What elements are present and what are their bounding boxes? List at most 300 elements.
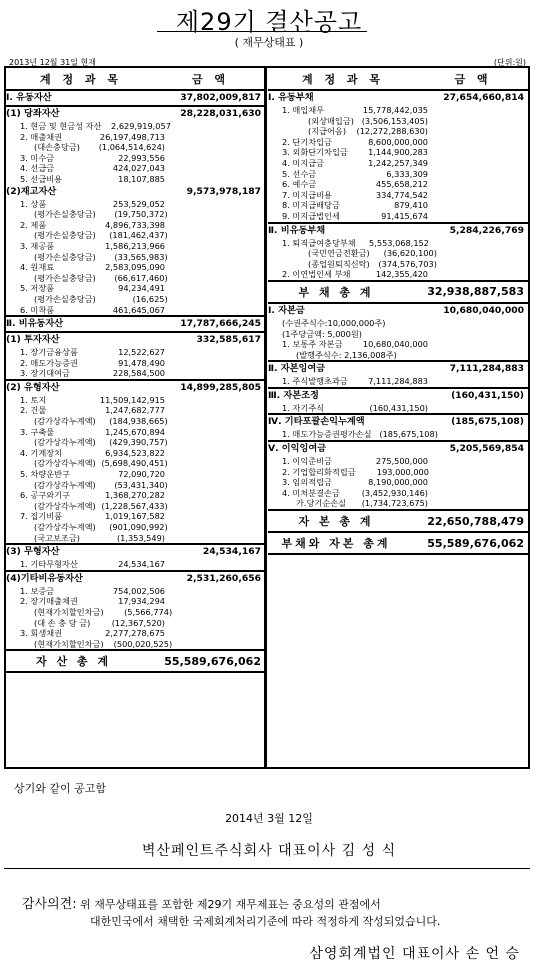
account-name: (국민연금전환금) xyxy=(308,248,370,259)
account-sub-amount: (5,698,490,451) xyxy=(101,458,168,469)
account-row xyxy=(6,262,265,273)
account-name: 가.당기순손실 xyxy=(296,498,347,509)
account-sub-amount: (901,090,992) xyxy=(109,522,168,532)
account-total-amount xyxy=(428,200,528,211)
account-name: 2. 이연법인세 부채 xyxy=(282,269,351,280)
account-name: (감가상각누계액) xyxy=(34,479,96,490)
account-name: 3. 구축물 xyxy=(20,426,55,437)
account-row xyxy=(6,458,265,469)
account-section xyxy=(268,304,528,362)
account-total-amount xyxy=(432,329,528,340)
account-row xyxy=(268,116,528,127)
account-row xyxy=(268,350,528,361)
account-row xyxy=(6,533,265,544)
account-name: (평가손실충당금) xyxy=(34,230,96,241)
account-sub-amount: (1,353,549) xyxy=(116,532,165,543)
account-row xyxy=(6,368,265,379)
account-sub-amount: (181,462,437) xyxy=(109,230,168,241)
account-sub-amount: 1,242,257,349 xyxy=(368,157,428,168)
account-sub-amount: 334,774,542 xyxy=(375,189,428,200)
account-row xyxy=(6,358,265,369)
account-total-amount: (160,431,150) xyxy=(451,389,524,401)
account-sub-amount: (33,565,983) xyxy=(114,251,168,262)
account-total-amount xyxy=(165,241,265,252)
account-name: 1. 이익준비금 xyxy=(282,456,332,467)
account-name: (현재가치할인차금) xyxy=(34,638,104,649)
account-sub-amount: 1,368,270,282 xyxy=(105,490,165,501)
account-sub-amount: 4,896,733,398 xyxy=(105,219,165,230)
equity-total-row xyxy=(268,511,528,533)
account-total-amount: 7,111,284,883 xyxy=(449,363,524,375)
account-sub-amount: 17,934,294 xyxy=(118,596,165,607)
account-name: (1) 당좌자산 xyxy=(6,108,60,119)
account-row xyxy=(6,490,265,501)
liabilities-equity-total-row xyxy=(268,533,528,555)
document-title: 제29기 결산공고 xyxy=(175,8,363,36)
account-sub-amount: 5,553,068,152 xyxy=(369,237,429,248)
account-total-amount xyxy=(429,467,528,478)
section-heading-row xyxy=(268,362,528,376)
account-row xyxy=(6,241,265,252)
account-row xyxy=(268,477,528,488)
account-total-amount xyxy=(168,480,265,491)
account-total-amount xyxy=(428,190,528,201)
account-total-amount: 5,284,226,769 xyxy=(449,224,524,236)
account-name: 1. 주식발행초과금 xyxy=(282,376,348,387)
account-row xyxy=(6,174,265,185)
account-row xyxy=(6,252,265,263)
account-sub-amount: 15,778,442,035 xyxy=(362,105,428,115)
account-sub-amount: (374,576,703) xyxy=(378,258,437,269)
section-heading-row xyxy=(6,317,265,331)
account-sub-amount xyxy=(362,329,433,340)
section-heading-row xyxy=(268,304,528,318)
assets-total-amount: 55,589,676,062 xyxy=(164,654,261,668)
account-row xyxy=(268,169,528,180)
account-total-amount: 37,802,009,817 xyxy=(180,92,261,103)
account-section xyxy=(6,381,265,545)
account-total-amount xyxy=(165,174,265,185)
account-row xyxy=(268,498,528,509)
account-sub-amount xyxy=(91,185,165,199)
account-total-amount xyxy=(428,158,528,169)
account-total-amount: (185,675,108) xyxy=(451,416,524,428)
account-sub-amount xyxy=(91,381,165,395)
account-row xyxy=(6,586,265,597)
account-row xyxy=(268,137,528,148)
company-signature: 벽산페인트주식회사 대표이사 김 성 식 xyxy=(141,843,397,859)
account-name: 5. 선급비용 xyxy=(20,173,63,184)
account-row xyxy=(268,339,528,350)
account-section xyxy=(6,545,265,572)
account-total-amount: 24,534,167 xyxy=(202,546,261,558)
account-sub-amount: 10,680,040,000 xyxy=(362,339,428,350)
account-sub-amount: (16,625) xyxy=(132,293,168,304)
footer-divider xyxy=(4,868,530,869)
audit-opinion-line1 xyxy=(22,893,381,912)
account-sub-amount: (36,620,100) xyxy=(383,248,437,259)
account-sub-amount: (1,228,567,433) xyxy=(101,500,168,511)
account-sub-amount: (53,431,340) xyxy=(114,479,168,490)
account-name: (평가손실충당금) xyxy=(34,209,96,220)
account-row xyxy=(6,639,265,650)
account-name: 1. 퇴직급여충당부채 xyxy=(282,237,356,248)
equity-total-label: 자 본 총 계 xyxy=(298,515,374,529)
audit-opinion-line2: 대한민국에서 채택한 국제회계처리기준에 따라 적정하게 작성되었습니다. xyxy=(90,915,441,928)
account-total-amount xyxy=(437,259,528,270)
account-sub-amount xyxy=(91,572,165,586)
account-sub-amount xyxy=(397,350,452,361)
account-row xyxy=(6,132,265,143)
account-name: 8. 미지급배당금 xyxy=(282,200,340,211)
account-row xyxy=(6,142,265,153)
section-heading-row xyxy=(6,545,265,559)
account-section xyxy=(6,107,265,317)
notice-date: 2014년 3월 12일 xyxy=(225,812,313,825)
account-row xyxy=(6,395,265,406)
account-sub-amount: (1,064,514,624) xyxy=(98,142,165,153)
account-sub-amount xyxy=(91,333,165,347)
account-row xyxy=(268,403,528,414)
account-total-amount xyxy=(165,358,265,369)
account-name: 7. 미지급비용 xyxy=(282,189,332,200)
assets-total-row xyxy=(6,651,265,673)
liabilities-total-amount: 32,938,887,583 xyxy=(427,285,524,299)
account-name: 9. 미지급법인세 xyxy=(282,210,340,221)
account-total-amount xyxy=(165,427,265,438)
account-name: 4. 미지급금 xyxy=(282,157,325,168)
account-sub-amount: 6,934,523,822 xyxy=(105,447,165,458)
equity-total-amount: 22,650,788,479 xyxy=(427,514,524,528)
account-total-amount: 27,654,660,814 xyxy=(443,92,524,103)
account-sub-amount xyxy=(365,415,434,429)
account-name: 2. 장기매출채권 xyxy=(20,596,78,607)
account-name: 2. 제품 xyxy=(20,219,47,230)
account-total-amount xyxy=(428,403,528,414)
account-sub-amount: 26,197,498,713 xyxy=(99,131,165,142)
account-sub-amount: 1,586,213,966 xyxy=(105,240,165,251)
account-name: 4. 선급금 xyxy=(20,163,55,174)
account-name: 6. 미착품 xyxy=(20,304,55,315)
account-total-amount: 10,680,040,000 xyxy=(443,304,524,316)
account-row xyxy=(268,248,528,259)
account-row xyxy=(6,628,265,639)
account-total-amount xyxy=(165,628,265,639)
account-sub-amount: (500,020,525) xyxy=(113,638,173,649)
account-name: (감가상각누계액) xyxy=(34,522,96,532)
account-total-amount: 332,585,617 xyxy=(196,334,261,346)
account-sub-amount xyxy=(354,389,428,403)
account-sub-amount: 1,245,670,894 xyxy=(105,426,165,437)
account-row xyxy=(268,259,528,270)
account-row xyxy=(6,480,265,491)
account-total-amount xyxy=(428,179,528,190)
account-sub-amount: 91,478,490 xyxy=(118,357,165,368)
liabilities-equity-column xyxy=(268,68,528,555)
account-row xyxy=(6,522,265,533)
account-name: 6. 예수금 xyxy=(282,179,317,190)
account-total-amount xyxy=(165,469,265,480)
account-row xyxy=(6,347,265,358)
account-row xyxy=(6,163,265,174)
account-name: (국고보조금) xyxy=(34,532,80,543)
account-sub-amount: 1,144,900,283 xyxy=(368,147,428,158)
account-name: (대손충당금) xyxy=(34,142,80,153)
account-section xyxy=(268,442,528,511)
account-sub-amount xyxy=(91,545,165,559)
account-total-amount xyxy=(165,586,265,597)
account-name: 3. 미수금 xyxy=(20,152,55,163)
account-row xyxy=(268,488,528,499)
account-sub-amount: 2,277,278,675 xyxy=(105,628,165,639)
account-name: (수권주식수:10,000,000주) xyxy=(282,317,386,328)
account-name: 2. 매도가능증권 xyxy=(20,357,78,368)
account-total-amount xyxy=(165,305,265,316)
account-section xyxy=(268,91,528,224)
account-total-amount xyxy=(168,437,265,448)
section-heading-row xyxy=(268,442,528,456)
account-sub-amount: (3,452,930,146) xyxy=(361,487,428,498)
account-row xyxy=(6,199,265,210)
account-row xyxy=(268,467,528,478)
account-total-amount xyxy=(428,477,528,488)
account-name: 1. 상품 xyxy=(20,198,47,209)
account-row xyxy=(6,294,265,305)
account-row xyxy=(268,179,528,190)
account-total-amount xyxy=(172,607,265,618)
account-total-amount xyxy=(437,248,528,259)
section-heading-row xyxy=(268,224,528,238)
account-sub-amount: 94,234,491 xyxy=(118,283,165,294)
account-total-amount xyxy=(165,490,265,501)
account-name: Ⅱ. 자본잉여금 xyxy=(268,363,326,375)
account-name: Ⅰ. 유동부채 xyxy=(268,92,314,103)
account-sub-amount: 142,355,420 xyxy=(375,269,428,280)
header-account: 계 정 과 목 xyxy=(40,72,122,86)
account-row xyxy=(6,469,265,480)
account-name: 1. 기타무형자산 xyxy=(20,559,78,570)
account-total-amount xyxy=(165,163,265,174)
account-name: 3. 재공품 xyxy=(20,240,55,251)
account-name: (평가손실충당금) xyxy=(34,251,96,262)
assets-total-label: 자 산 총 계 xyxy=(36,655,111,669)
account-sub-amount: 2,583,095,090 xyxy=(105,262,165,273)
account-name: 1. 보통주 자본금 xyxy=(282,339,343,350)
account-total-amount xyxy=(428,211,528,222)
header-amount: 금 액 xyxy=(191,72,230,86)
account-sub-amount: 7,111,284,883 xyxy=(368,376,428,387)
account-total-amount xyxy=(165,142,265,153)
account-total-amount xyxy=(428,105,528,116)
section-heading-row xyxy=(268,91,528,105)
account-total-amount xyxy=(446,318,528,329)
account-name: Ⅱ. 비유동부채 xyxy=(268,224,326,236)
account-name: (감가상각누계액) xyxy=(34,500,96,511)
account-name: (외상매입금) xyxy=(308,115,354,126)
account-name: 7. 집기비품 xyxy=(20,511,63,522)
account-total-amount xyxy=(452,350,528,361)
account-name: 6. 공구와기구 xyxy=(20,490,70,501)
account-name: (종업원퇴직신탁) xyxy=(308,258,370,269)
account-name: (감가상각누계액) xyxy=(34,416,96,427)
account-name: (감가상각누계액) xyxy=(34,458,96,469)
account-total-amount xyxy=(165,132,265,143)
account-total-amount: 5,205,569,854 xyxy=(449,443,524,455)
account-sub-amount: (12,272,288,630) xyxy=(356,126,428,137)
account-name: Ⅴ. 이익잉여금 xyxy=(268,443,327,455)
account-name: 2. 기업합리화적립금 xyxy=(282,466,356,477)
account-section xyxy=(268,415,528,442)
account-total-amount xyxy=(428,116,528,127)
account-name: 3. 장기대여금 xyxy=(20,368,70,379)
account-sub-amount: 72,090,720 xyxy=(118,469,165,480)
account-total-amount xyxy=(428,498,528,509)
account-sub-amount: 11,509,142,915 xyxy=(99,394,165,405)
header-amount: 금 액 xyxy=(454,72,492,86)
account-name: Ⅲ. 자본조정 xyxy=(268,389,319,401)
account-name: 2. 단기차입금 xyxy=(282,136,332,147)
account-sub-amount: (160,431,150) xyxy=(369,402,428,413)
account-row xyxy=(6,405,265,416)
account-total-amount xyxy=(165,153,265,164)
account-row xyxy=(6,437,265,448)
account-total-amount xyxy=(428,339,528,350)
account-row xyxy=(268,158,528,169)
account-name: 1. 토지 xyxy=(20,394,47,405)
account-name: 3. 외화단기차입금 xyxy=(282,147,348,158)
account-sub-amount xyxy=(354,224,428,238)
account-row xyxy=(6,121,265,132)
liabilities-equity-total-amount: 55,589,676,062 xyxy=(427,536,524,550)
account-name: (평가손실충당금) xyxy=(34,293,96,304)
account-row xyxy=(6,559,265,570)
account-total-amount xyxy=(168,209,265,220)
account-total-amount xyxy=(168,501,265,512)
account-total-amount xyxy=(165,596,265,607)
account-sub-amount: 253,529,052 xyxy=(112,198,165,209)
account-total-amount: 14,899,285,805 xyxy=(180,381,261,393)
account-total-amount xyxy=(429,238,528,249)
account-sub-amount: 424,027,043 xyxy=(112,163,165,174)
account-name: Ⅰ. 유동자산 xyxy=(6,92,52,103)
account-sub-amount: 24,534,167 xyxy=(118,559,165,570)
account-section xyxy=(6,333,265,381)
account-row xyxy=(268,318,528,329)
account-name: 4. 기계장치 xyxy=(20,447,63,458)
account-row xyxy=(6,511,265,522)
assets-column xyxy=(6,68,265,673)
audit-label: 감사의견: xyxy=(22,897,77,912)
account-total-amount xyxy=(172,639,265,650)
account-row xyxy=(6,501,265,512)
account-total-amount xyxy=(165,347,265,358)
account-name: (대 손 충 당 금) xyxy=(34,617,91,628)
account-name: 1. 매입채무 xyxy=(282,105,325,115)
account-name: 1. 매도가능증권평가손실 xyxy=(282,429,372,440)
account-sub-amount: 8,600,000,000 xyxy=(368,136,428,147)
account-sub-amount: 1,019,167,582 xyxy=(105,511,165,522)
account-total-amount xyxy=(428,169,528,180)
account-total-amount: 28,228,031,630 xyxy=(180,108,261,119)
account-name: 5. 차량운반구 xyxy=(20,469,70,480)
title-underline xyxy=(157,31,367,32)
account-row xyxy=(6,416,265,427)
liabilities-total-label: 부 채 총 계 xyxy=(298,285,374,299)
account-row xyxy=(268,238,528,249)
account-sub-amount: 6,333,309 xyxy=(386,168,428,179)
account-section xyxy=(268,224,528,282)
account-total-amount xyxy=(165,511,265,522)
account-sub-amount: 22,993,556 xyxy=(118,152,165,163)
liabilities-header xyxy=(268,68,528,91)
account-row xyxy=(6,618,265,629)
account-sub-amount: (3,506,153,405) xyxy=(361,115,428,126)
section-heading-row xyxy=(6,107,265,121)
account-sub-amount xyxy=(354,304,428,318)
account-row xyxy=(6,273,265,284)
account-sub-amount: 461,645,067 xyxy=(112,304,165,315)
auditor-signature: 삼영회계법인 대표이사 손 언 승 xyxy=(309,946,520,962)
account-total-amount xyxy=(165,368,265,379)
account-total-amount xyxy=(428,137,528,148)
assets-header xyxy=(6,68,265,91)
section-heading-row xyxy=(6,381,265,395)
account-section xyxy=(6,317,265,333)
document-subtitle: ( 재무상태표 ) xyxy=(234,36,304,49)
account-sub-amount: (429,390,757) xyxy=(109,437,168,448)
account-row xyxy=(268,126,528,137)
notice-text: 상기와 같이 공고함 xyxy=(14,782,107,795)
account-sub-amount xyxy=(354,362,428,376)
account-name: (지급어음) xyxy=(308,126,347,137)
account-sub-amount: 879,410 xyxy=(394,200,428,211)
account-row xyxy=(6,230,265,241)
account-sub-amount xyxy=(91,107,165,121)
account-section xyxy=(268,389,528,416)
account-name: (1주당금액: 5,000원) xyxy=(282,328,362,339)
account-row xyxy=(6,283,265,294)
account-name: Ⅳ. 기타포괄손익누계액 xyxy=(268,416,365,428)
account-name: 4. 미처분결손금 xyxy=(282,487,340,498)
account-sub-amount: 275,500,000 xyxy=(375,456,428,467)
account-name: 3. 임의적립금 xyxy=(282,477,332,488)
account-name: 1. 현금 및 현금성 자산 xyxy=(20,121,102,131)
account-total-amount xyxy=(165,199,265,210)
account-name: Ⅰ. 자본금 xyxy=(268,304,305,316)
account-total-amount xyxy=(438,429,528,440)
account-total-amount xyxy=(168,273,265,284)
account-row xyxy=(268,147,528,158)
account-total-amount xyxy=(165,262,265,273)
account-sub-amount xyxy=(385,318,445,329)
account-section xyxy=(268,362,528,389)
account-sub-amount: (66,617,460) xyxy=(114,272,168,283)
account-total-amount xyxy=(428,376,528,387)
account-name: (현재가치할인차금) xyxy=(34,606,104,617)
account-name: (발행주식수: 2,136,008주) xyxy=(296,349,397,360)
account-sub-amount: (1,734,723,675) xyxy=(361,498,428,509)
account-row xyxy=(268,269,528,280)
account-total-amount xyxy=(428,269,528,280)
account-sub-amount: (185,675,108) xyxy=(379,429,438,440)
account-total-amount xyxy=(165,559,265,570)
header-account: 계 정 과 목 xyxy=(302,72,384,86)
account-name: 1. 장기금융상품 xyxy=(20,347,78,358)
account-row xyxy=(6,209,265,220)
section-heading-row xyxy=(6,185,265,199)
account-name: 2. 매출채권 xyxy=(20,131,63,142)
section-heading-row xyxy=(6,91,265,105)
